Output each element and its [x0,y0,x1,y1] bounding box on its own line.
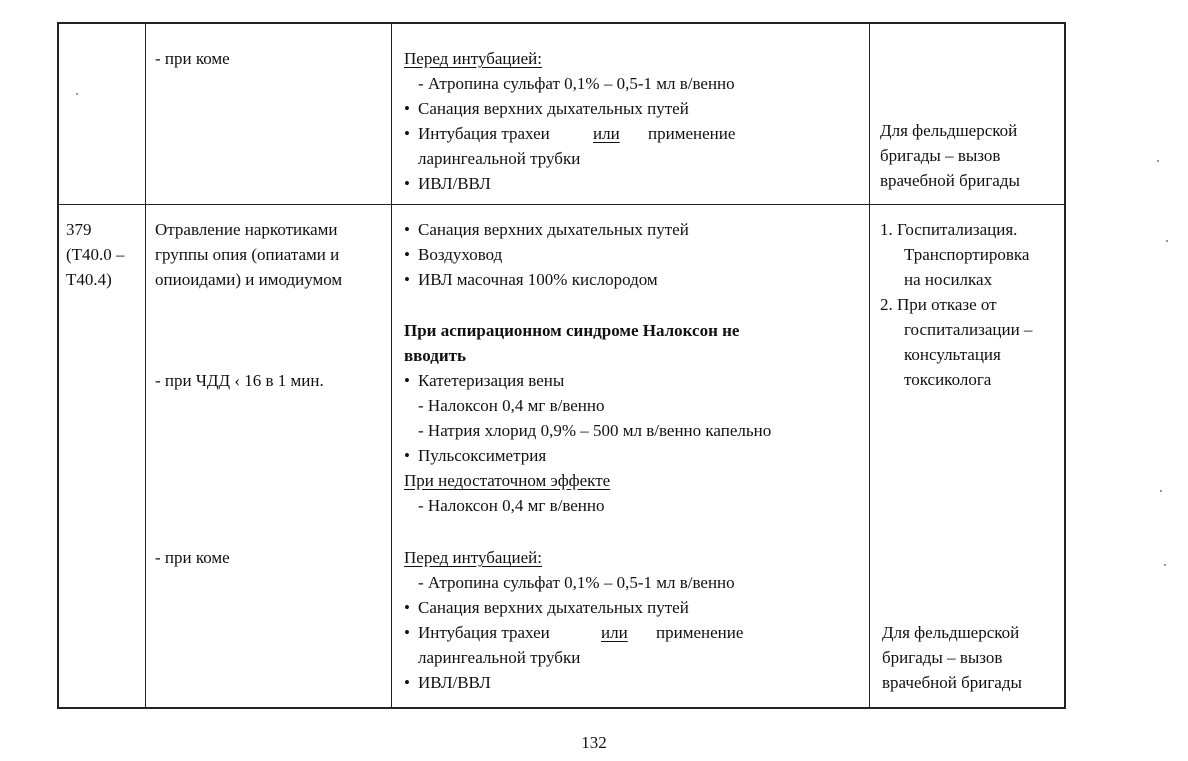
row1-note: Для фельдшерской [880,121,1018,140]
row1-line: применение [648,124,736,143]
row2-lowrr: • Пульсоксиметрия [418,443,546,468]
row2-coma: • Санация верхних дыхательных путей [418,595,689,620]
row1-note: бригады – вызов [880,146,1001,165]
row2-note: госпитализации – [904,320,1033,339]
row2-subcondition: - при коме [155,548,230,567]
row2-code: 379 [66,220,92,239]
row1-line: • ИВЛ/ВВЛ [418,171,491,196]
row2-insufficient: - Налоксон 0,4 мг в/венно [418,496,605,515]
row2-warning: вводить [404,346,466,365]
row-divider [59,204,1064,205]
row2-coma-heading: Перед интубацией: [404,548,542,567]
row2-basic: • Воздуховод [418,242,502,267]
row1-line: - Атропина сульфат 0,1% – 0,5-1 мл в/венно [418,74,735,93]
row1-line: или [593,124,620,143]
row2-basic: • Санация верхних дыхательных путей [418,217,689,242]
row2-coma: применение [656,623,744,642]
row2-note: Транспортировка [904,245,1030,264]
row2-diagnosis: группы опия (опиатами и [155,245,340,264]
row1-note: врачебной бригады [880,171,1020,190]
row2-coma: • Интубация трахеи [418,620,550,645]
row2-lowrr: • Катетеризация вены [418,368,564,393]
row1-condition: - при коме [155,49,230,68]
row2-lowrr: - Налоксон 0,4 мг в/венно [418,396,605,415]
scan-speck [76,93,78,95]
row2-coma: ларингеальной трубки [418,648,581,667]
row2-diagnosis: Отравление наркотиками [155,220,338,239]
row1-line: • Санация верхних дыхательных путей [418,96,689,121]
row2-code: (Т40.0 – [66,245,125,264]
row2-basic: • ИВЛ масочная 100% кислородом [418,267,658,292]
row1-heading: Перед интубацией: [404,49,542,68]
row2-lowrr: - Натрия хлорид 0,9% – 500 мл в/венно капельно [418,421,772,440]
column-divider [391,24,392,707]
row2-coma: или [601,623,628,642]
row2-note: 1. Госпитализация. [880,220,1018,239]
row2-code: Т40.4) [66,270,112,289]
row2-coma: • ИВЛ/ВВЛ [418,670,491,695]
row2-note: 2. При отказе от [880,295,997,314]
row2-diagnosis: опиоидами) и имодиумом [155,270,343,289]
row2-coma-note: Для фельдшерской [882,623,1020,642]
scan-speck [1164,564,1166,566]
row2-warning: При аспирационном синдроме Налоксон не [404,321,740,340]
row2-coma-note: врачебной бригады [882,673,1022,692]
row2-insufficient-heading: При недостаточном эффекте [404,471,611,490]
row2-coma: - Атропина сульфат 0,1% – 0,5-1 мл в/венно [418,573,735,592]
scan-speck [1157,160,1159,162]
row2-note: токсиколога [904,370,992,389]
column-divider [869,24,870,707]
column-divider [145,24,146,707]
row2-note: консультация [904,345,1001,364]
scan-speck [1166,240,1168,242]
row2-coma-note: бригады – вызов [882,648,1003,667]
scan-speck [1160,490,1162,492]
row2-note: на носилках [904,270,993,289]
row1-line: • Интубация трахеи [418,121,550,146]
row2-subcondition: - при ЧДД ‹ 16 в 1 мин. [155,371,324,390]
page-number: 132 [581,733,607,752]
row1-line: ларингеальной трубки [418,149,581,168]
